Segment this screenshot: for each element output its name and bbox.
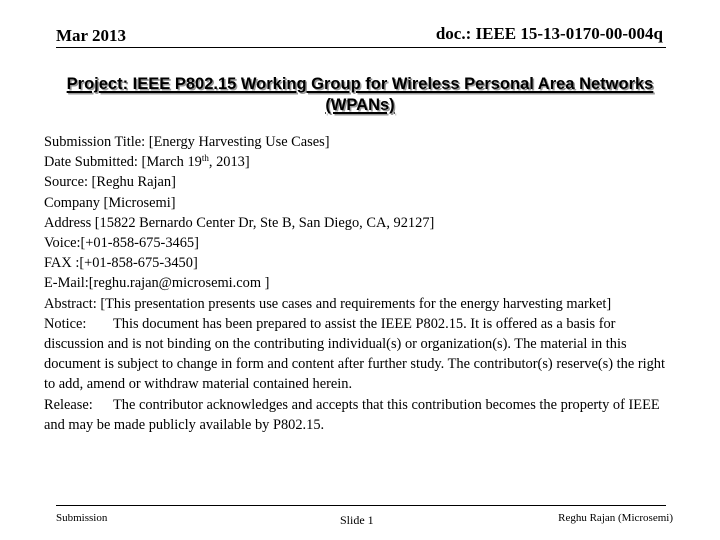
footer-author: Reghu Rajan (Microsemi): [558, 512, 673, 524]
release: [44, 395, 674, 435]
header-date: Mar 2013: [56, 26, 127, 45]
notice-label: Notice:: [44, 315, 87, 332]
header-divider: [56, 47, 666, 48]
abstract: Abstract: [This presentation presents use cases and requirements for the energy harvesting market]: [44, 295, 612, 312]
date-submitted-ordinal: th: [201, 153, 209, 164]
footer-divider: [56, 505, 666, 506]
slide-body: [44, 132, 674, 435]
slide-number: Slide 1: [340, 513, 374, 527]
header-doc-id: doc.: IEEE 15-13-0170-00-004q: [435, 24, 663, 43]
date-submitted: [44, 152, 674, 172]
source: Source: [Reghu Rajan]: [44, 174, 176, 191]
email: E-Mail:[reghu.rajan@microsemi.com ]: [44, 275, 270, 292]
voice: Voice:[+01-858-675-3465]: [44, 235, 199, 252]
release-label: Release:: [44, 396, 93, 413]
address: Address [15822 Bernardo Center Dr, Ste B, San Diego, CA, 92127]: [44, 214, 435, 231]
company: Company [Microsemi]: [44, 194, 176, 211]
date-submitted-suffix: , 2013]: [208, 154, 250, 171]
notice: [44, 314, 674, 395]
notice-text: This document has been prepared to assist the IEEE P802.15. It is offered as a basis for discussion and is not binding on the contributing individual(s) or organization(s). The material in this document is subject to change in form and content after further study. The contributor(s) reserve(s) the right to add, amend or withdraw material contained herein.: [44, 315, 665, 393]
fax: FAX :[+01-858-675-3450]: [44, 255, 198, 272]
date-submitted-prefix: Date Submitted: [March 19: [44, 154, 202, 171]
submission-title: Submission Title: [Energy Harvesting Use Cases]: [44, 134, 330, 150]
footer-submission: Submission: [56, 512, 108, 524]
project-title: [60, 74, 660, 116]
release-text: The contributor acknowledges and accepts that this contribution becomes the property of IEEE and may be made publicly available by P802.15.: [44, 396, 660, 433]
project-title-text: Project: IEEE P802.15 Working Group for Wireless Personal Area Networks (WPANs): [66, 75, 654, 114]
